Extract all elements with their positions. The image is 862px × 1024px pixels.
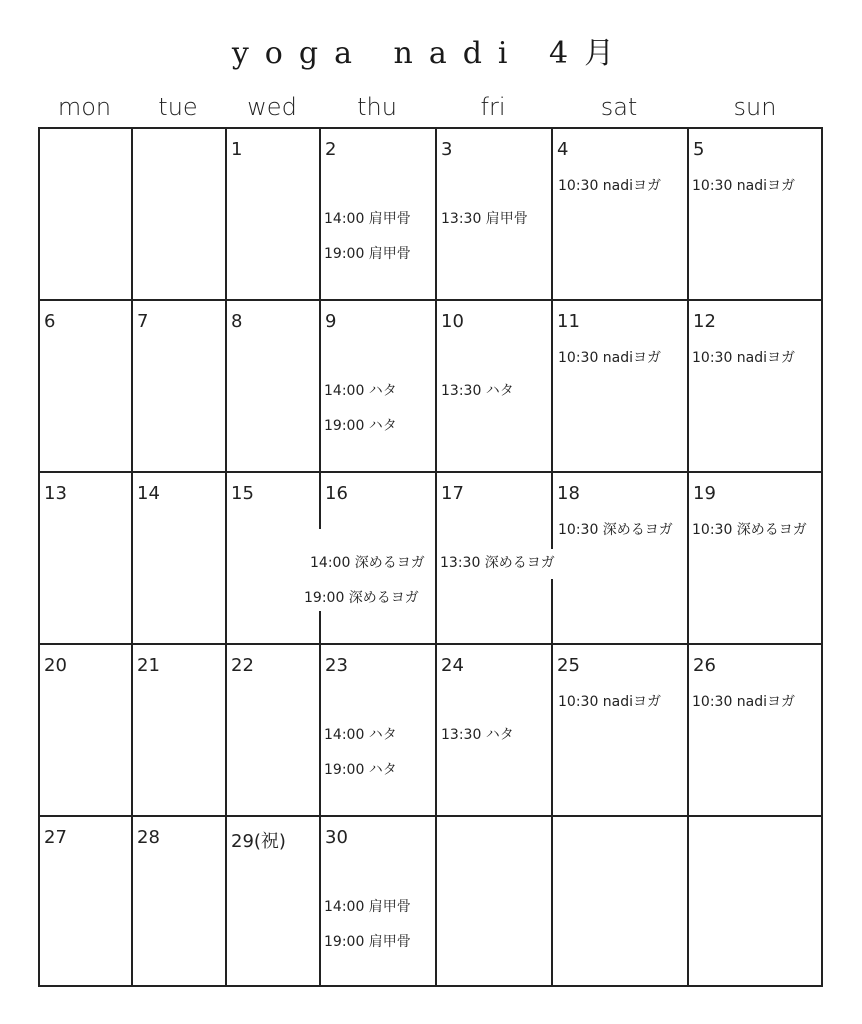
event-item: 14:00 ハタ (324, 383, 397, 399)
grid-line (40, 815, 821, 817)
event-item: 19:00 ハタ (324, 762, 397, 778)
day-number: 28 (137, 827, 160, 848)
weekday-sat: sat (600, 93, 638, 121)
grid-line (40, 299, 821, 301)
day-number: 5 (693, 139, 705, 160)
event-item: 19:00 肩甲骨 (324, 934, 411, 950)
weekday-thu: thu (357, 93, 397, 121)
day-number: 22 (231, 655, 254, 676)
event-item: 19:00 肩甲骨 (324, 246, 411, 262)
event-item: 13:30 ハタ (441, 727, 514, 743)
weekday-tue: tue (158, 93, 198, 121)
day-number: 25 (557, 655, 580, 676)
event-item: 10:30 nadiヨガ (692, 178, 796, 194)
day-number: 30 (325, 827, 348, 848)
day-number: 26 (693, 655, 716, 676)
day-number: 12 (693, 311, 716, 332)
event-item: 10:30 深めるヨガ (558, 522, 673, 538)
grid-line (40, 471, 821, 473)
day-number: 2 (325, 139, 337, 160)
day-number: 6 (44, 311, 56, 332)
day-number: 23 (325, 655, 348, 676)
weekday-fri: fri (480, 93, 506, 121)
day-number: 16 (325, 483, 348, 504)
event-item: 14:00 深めるヨガ (310, 555, 425, 571)
day-number: 8 (231, 311, 243, 332)
day-number: 7 (137, 311, 149, 332)
day-number: 24 (441, 655, 464, 676)
day-number: 21 (137, 655, 160, 676)
day-number: 4 (557, 139, 569, 160)
event-item: 13:30 深めるヨガ (440, 555, 555, 571)
day-number: 17 (441, 483, 464, 504)
event-item: 19:00 ハタ (324, 418, 397, 434)
event-item: 14:00 ハタ (324, 727, 397, 743)
day-number: 29(祝) (231, 831, 286, 852)
grid-line (131, 129, 133, 985)
day-number: 18 (557, 483, 580, 504)
event-item: 14:00 肩甲骨 (324, 211, 411, 227)
day-number: 10 (441, 311, 464, 332)
event-item: 10:30 nadiヨガ (692, 694, 796, 710)
calendar-title: yoga nadi 4月 (231, 36, 631, 71)
grid-line (687, 129, 689, 985)
event-item: 14:00 肩甲骨 (324, 899, 411, 915)
event-item: 10:30 nadiヨガ (558, 694, 662, 710)
grid-line (225, 129, 227, 985)
event-item: 13:30 ハタ (441, 383, 514, 399)
day-number: 1 (231, 139, 243, 160)
event-item: 10:30 nadiヨガ (692, 350, 796, 366)
calendar-grid (38, 127, 823, 987)
event-item: 10:30 nadiヨガ (558, 178, 662, 194)
grid-line (40, 643, 821, 645)
grid-line (435, 129, 437, 985)
day-number: 11 (557, 311, 580, 332)
weekday-sun: sun (733, 93, 777, 121)
day-number: 20 (44, 655, 67, 676)
day-number: 27 (44, 827, 67, 848)
day-number: 3 (441, 139, 453, 160)
event-item: 19:00 深めるヨガ (304, 590, 419, 606)
day-number: 9 (325, 311, 337, 332)
day-number: 14 (137, 483, 160, 504)
day-number: 13 (44, 483, 67, 504)
event-item: 10:30 nadiヨガ (558, 350, 662, 366)
weekday-wed: wed (247, 93, 297, 121)
day-number: 15 (231, 483, 254, 504)
event-item: 10:30 深めるヨガ (692, 522, 807, 538)
event-item: 13:30 肩甲骨 (441, 211, 528, 227)
weekday-mon: mon (57, 93, 112, 121)
day-number: 19 (693, 483, 716, 504)
